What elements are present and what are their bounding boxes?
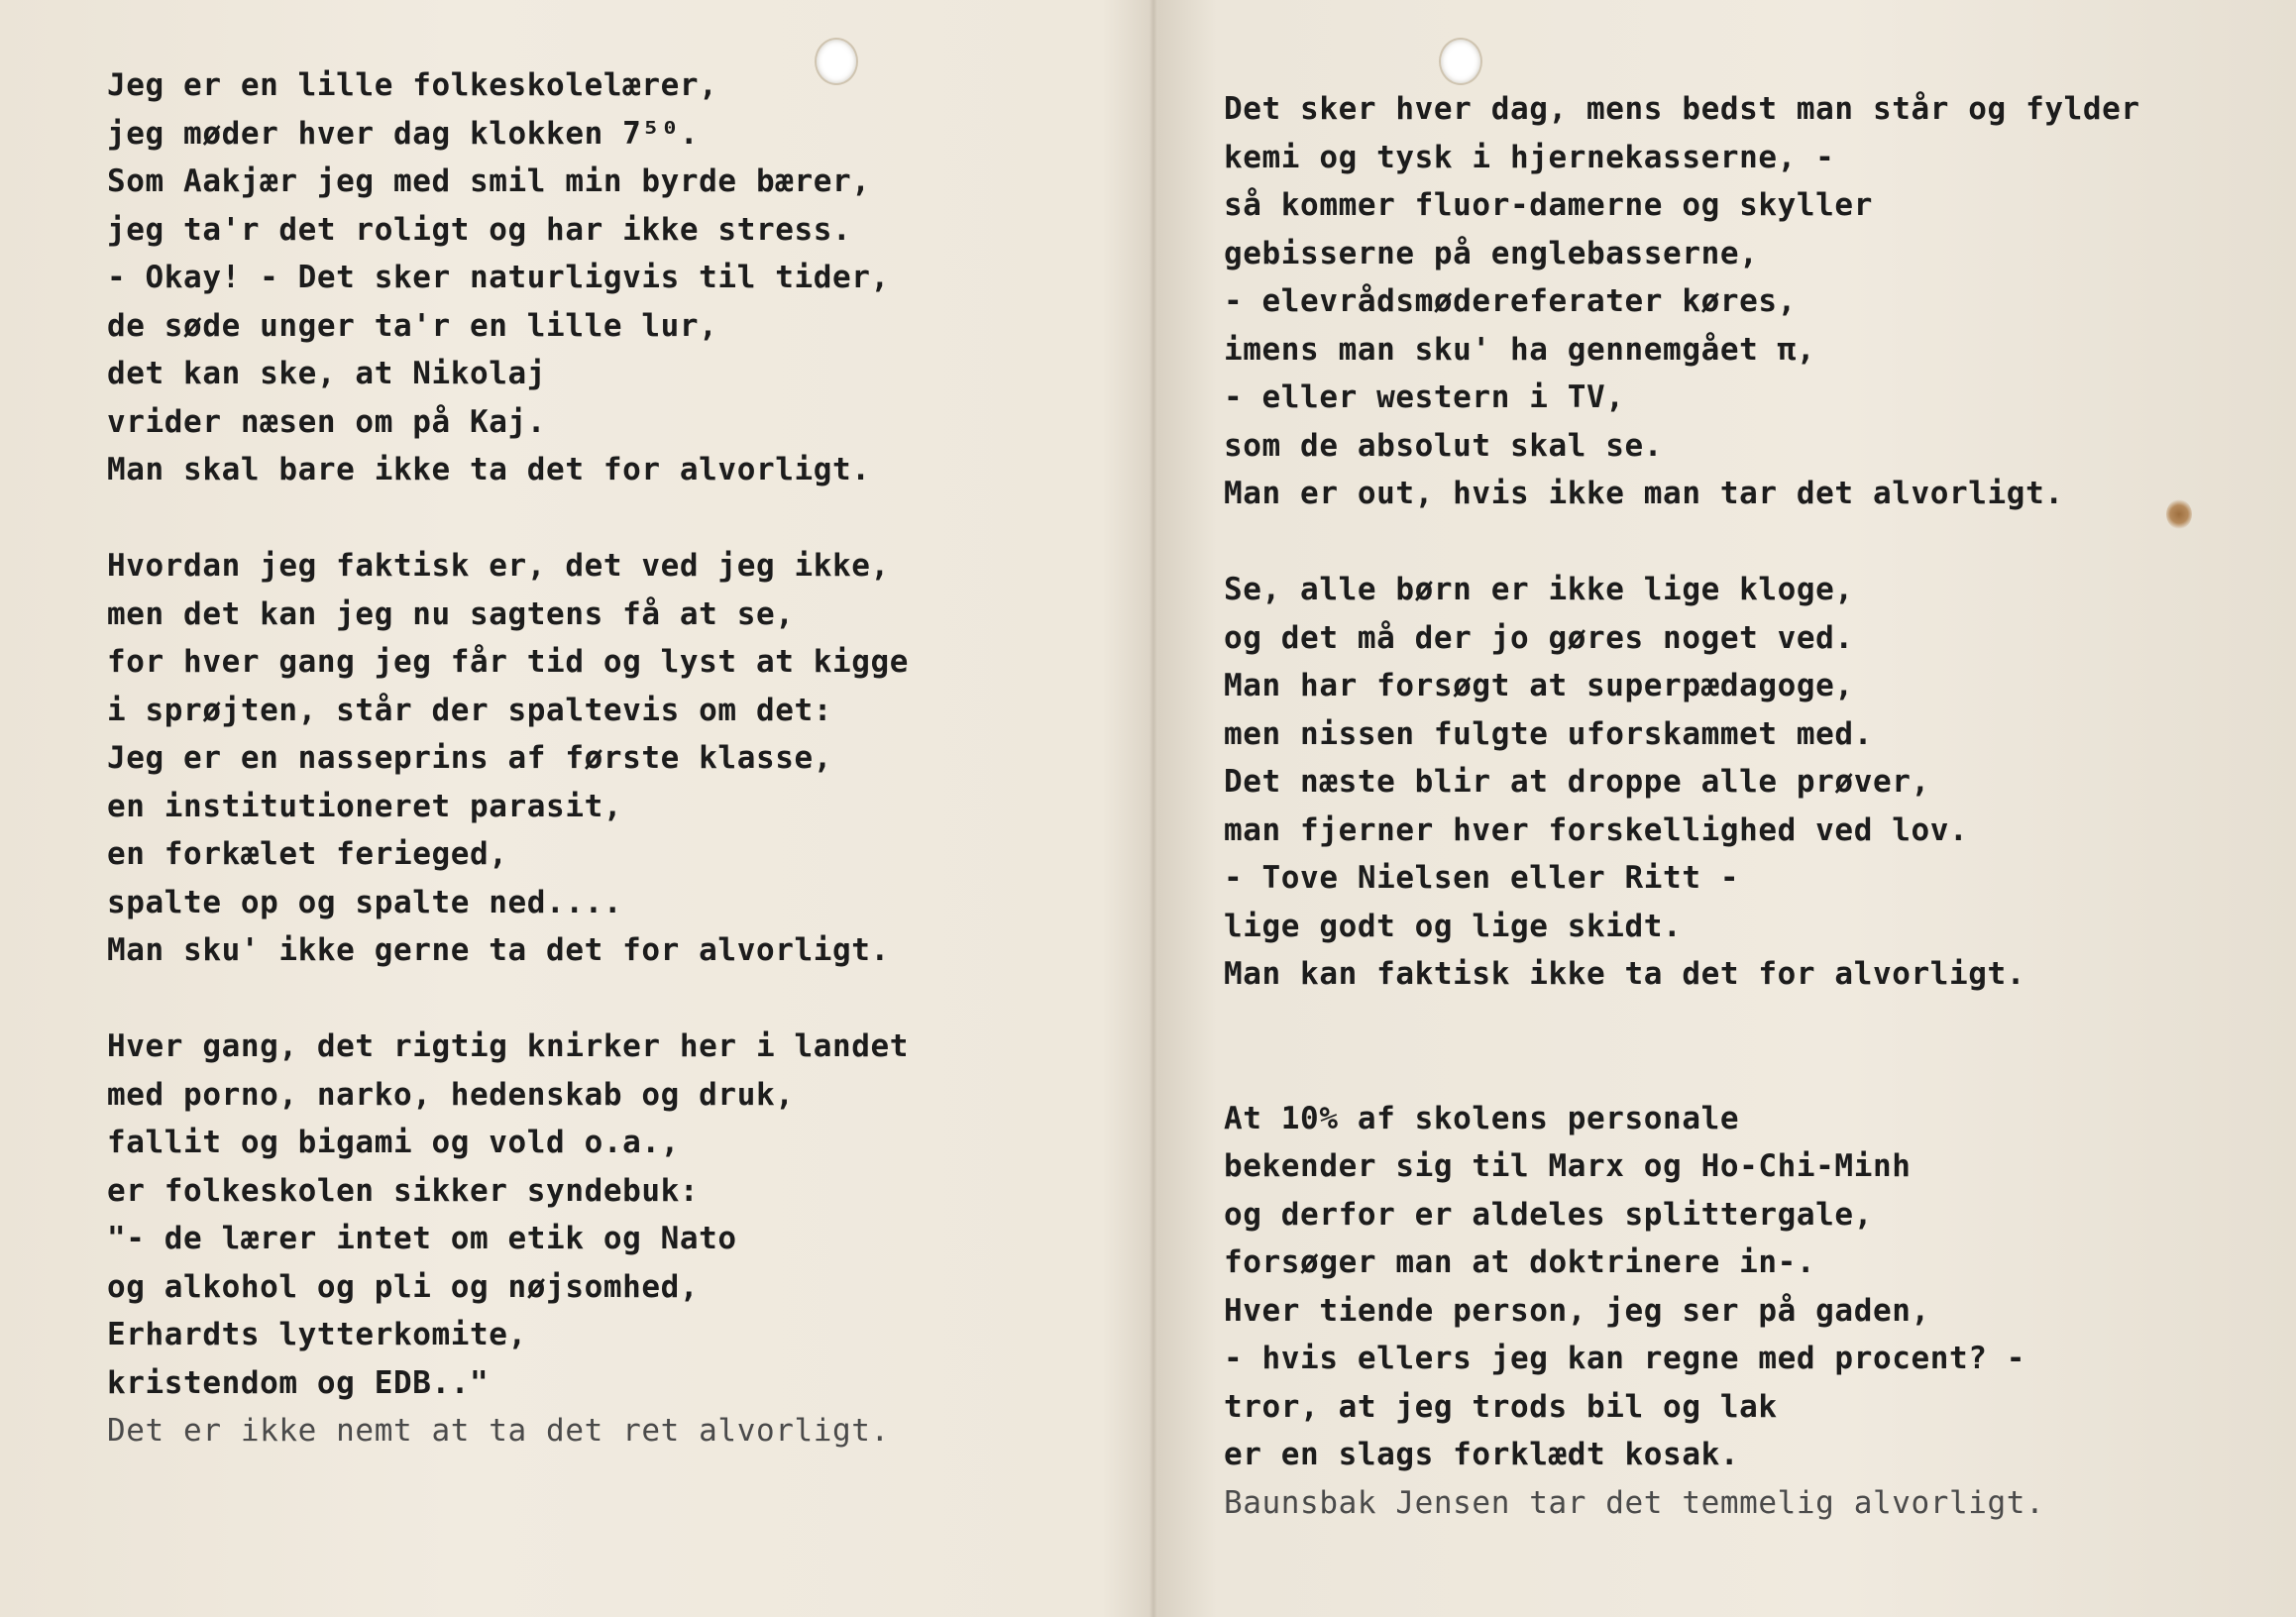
verse-line: Jeg er en nasseprins af første klasse, [107,740,833,776]
verse-line: Som Aakjær jeg med smil min byrde bærer, [107,163,871,199]
verse-line: - Tove Nielsen eller Ritt - [1224,860,1740,896]
verse-line: kemi og tysk i hjernekasserne, - [1224,139,1835,175]
verse-line: en institutioneret parasit, [107,788,623,824]
verse-line: Se, alle børn er ikke lige kloge, [1224,572,1854,607]
verse-line: - hvis ellers jeg kan regne med procent? - [1224,1341,2026,1376]
verse-line: - elevrådsmødereferater køres, [1224,283,1797,319]
verse-line: forsøger man at doktrinere in-. [1224,1244,1816,1280]
paper-stain [2166,499,2192,529]
verse-line: som de absolut skal se. [1224,427,1664,464]
verse-line: Hver tiende person, jeg ser på gaden, [1224,1292,1930,1329]
verse-line: lige godt og lige skidt. [1224,908,1683,944]
verse-line: er en slags forklædt kosak. [1224,1437,1740,1472]
verse-line: At 10% af skolens personale [1224,1100,1740,1136]
verse-line: med porno, narko, hedenskab og druk, [107,1076,795,1113]
verse-line: jeg ta'r det roligt og har ikke stress. [107,211,852,248]
verse-line: Hvordan jeg faktisk er, det ved jeg ikke, [107,548,890,584]
verse-line: men nissen fulgte uforskammet med. [1224,715,1873,752]
verse-line: Hver gang, det rigtig knirker her i landet [107,1028,910,1064]
punch-hole-right [1439,38,1482,85]
verse-line: man fjerner hver forskellighed ved lov. [1224,811,1969,848]
verse-line: "- de lærer intet om etik og Nato [107,1221,737,1256]
verse-line: - eller western i TV, [1224,379,1625,415]
verse-line: jeg møder hver dag klokken 7⁵⁰. [107,115,700,152]
verse-line: Jeg er en lille folkeskolelærer, [107,67,718,103]
verse-line: Man er out, hvis ikke man tar det alvorligt. [1224,476,2064,511]
verse-line: og det må der jo gøres noget ved. [1224,619,1854,656]
verse-line: gebisserne på englebasserne, [1224,235,1759,271]
verse-line: men det kan jeg nu sagtens få at se, [107,595,795,632]
verse-line: kristendom og EDB.." [107,1364,490,1401]
verse-line: vrider næsen om på Kaj. [107,403,547,440]
page-fold [1149,0,1157,1617]
verse-line: spalte op og spalte ned.... [107,884,623,920]
verse-line: imens man sku' ha gennemgået π, [1224,331,1816,368]
stanza-gap [1224,999,2140,1047]
verse-line: Man har forsøgt at superpædagoge, [1224,668,1854,703]
verse-line: Det er ikke nemt at ta det ret alvorligt. [107,1413,890,1449]
verse-line: de søde unger ta'r en lille lur, [107,307,718,344]
verse-line: Man kan faktisk ikke ta det for alvorligt. [1224,956,2026,992]
verse-line: Erhardts lytterkomite, [107,1317,527,1352]
verse-line: Man sku' ikke gerne ta det for alvorligt. [107,932,890,968]
verse-line: og derfor er aldeles splittergale, [1224,1196,1873,1233]
verse-line: i sprøjten, står der spaltevis om det: [107,692,833,728]
verse-line: en forkælet ferieged, [107,836,508,872]
verse-line: fallit og bigami og vold o.a., [107,1125,680,1160]
right-page-verses [1224,85,2140,1527]
verse-line: og alkohol og pli og nøjsomhed, [107,1268,700,1305]
verse-line: tror, at jeg trods bil og lak [1224,1388,1778,1425]
verse-line: det kan ske, at Nikolaj [107,356,547,391]
left-page-verses [107,61,909,1455]
verse-line: - Okay! - Det sker naturligvis til tider, [107,260,890,295]
verse-line: bekender sig til Marx og Ho-Chi-Minh [1224,1148,1912,1184]
verse-line: så kommer fluor-damerne og skyller [1224,187,1873,223]
stanza-gap [1224,1046,2140,1095]
verse-line: Man skal bare ikke ta det for alvorligt. [107,452,871,487]
stanza-gap [107,975,909,1024]
verse-line: Det næste blir at droppe alle prøver, [1224,764,1930,800]
verse-line: er folkeskolen sikker syndebuk: [107,1172,700,1209]
stanza-gap [1224,518,2140,567]
verse-line: Det sker hver dag, mens bedst man står og fylder [1224,91,2140,127]
verse-line: Baunsbak Jensen tar det temmelig alvorligt. [1224,1484,2045,1521]
stanza-gap [107,494,909,543]
verse-line: for hver gang jeg får tid og lyst at kigge [107,644,910,680]
